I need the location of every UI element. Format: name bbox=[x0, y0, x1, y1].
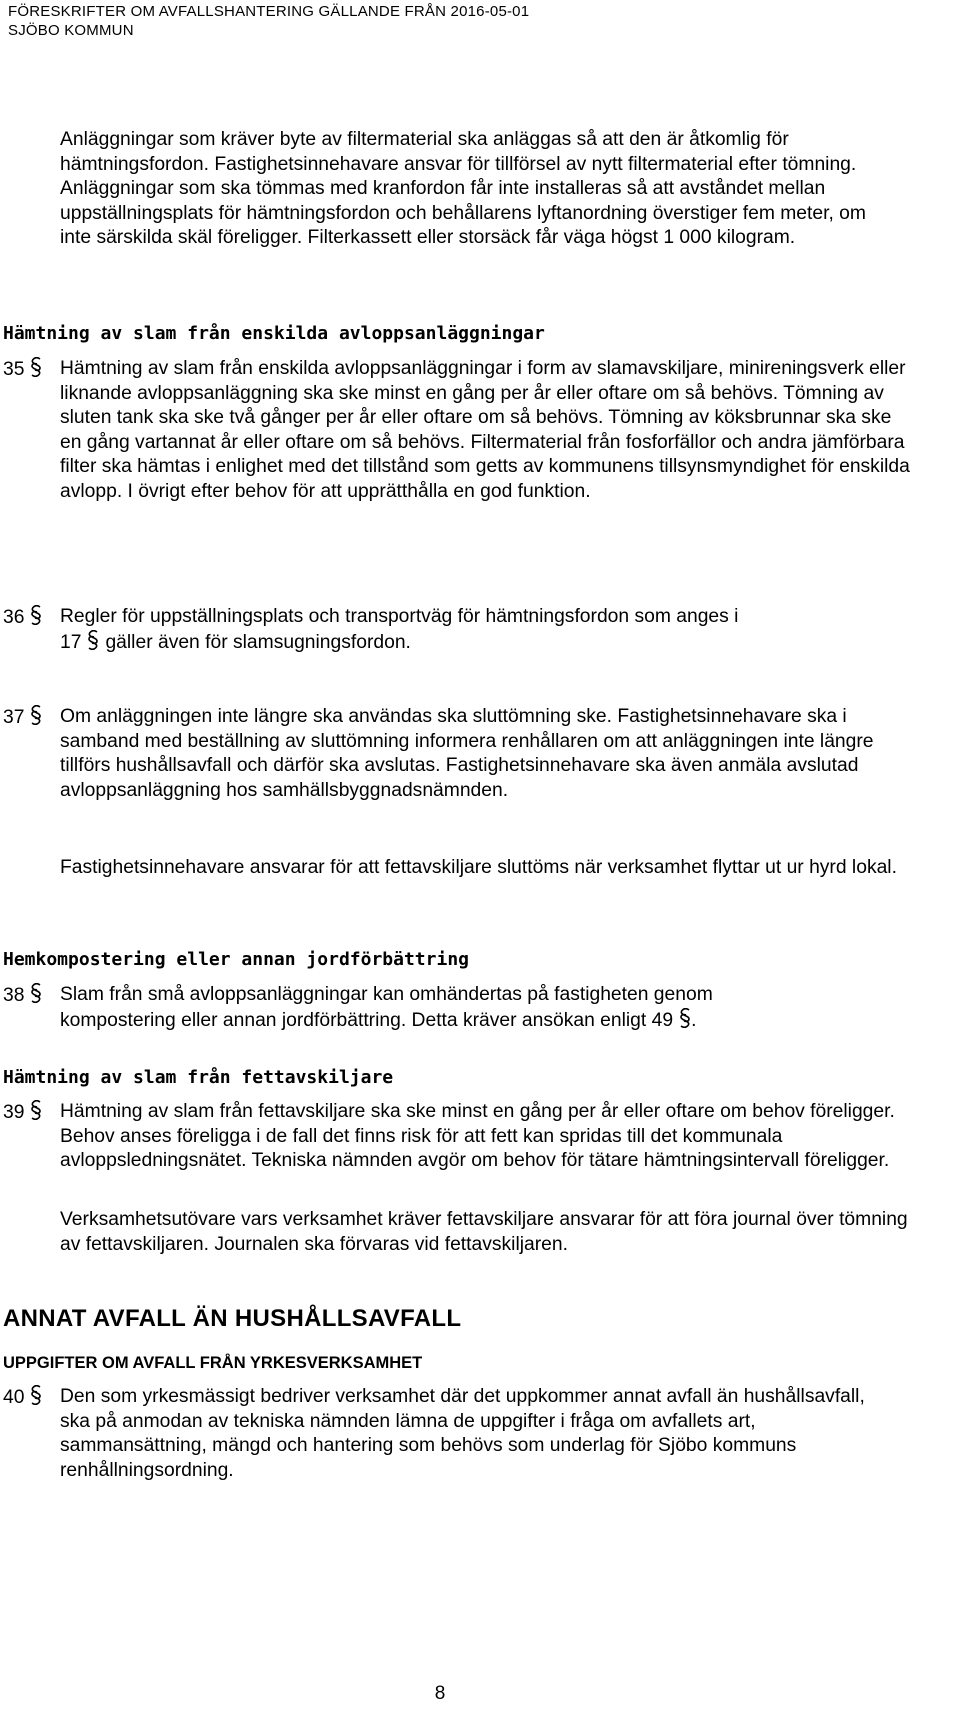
section-sign-icon bbox=[679, 1008, 691, 1036]
section-40-text: Den som yrkesmässigt bedriver verksamhet där det uppkommer annat avfall än hushållsavfall, ska på anmodan av tekniska nämnden lämna de uppgifter i fråga om avfallets art, sammansättning, mängd och hantering som behövs som underlag för Sjöbo kommuns renhållningsordning. bbox=[60, 1386, 865, 1481]
section-36-number bbox=[3, 605, 42, 633]
section-35-number bbox=[3, 357, 42, 385]
subheading-uppgifter: UPPGIFTER OM AVFALL FRÅN YRKESVERKSAMHET bbox=[3, 1354, 423, 1372]
section-sign-icon bbox=[30, 705, 42, 733]
section-heading-fettavskiljare: Hämtning av slam från fettavskiljare bbox=[3, 1067, 394, 1088]
section-38-line1: Slam från små avloppsanläggningar kan omhändertas på fastigheten genom bbox=[60, 984, 713, 1005]
running-header bbox=[8, 2, 529, 40]
section-40-number bbox=[3, 1385, 42, 1413]
section-38-text bbox=[60, 983, 950, 1035]
section-sign-icon bbox=[30, 605, 42, 633]
section-ref-number: 17 bbox=[60, 631, 82, 653]
section-number-label: 35 bbox=[3, 359, 25, 380]
section-36-text bbox=[60, 605, 950, 657]
section-sign-icon bbox=[87, 630, 99, 658]
section-heading-hemkompostering: Hemkompostering eller annan jordförbättring bbox=[3, 949, 469, 970]
section-number-label: 37 bbox=[3, 707, 25, 728]
section-sign-icon bbox=[30, 1385, 42, 1413]
section-38-line2-text: kompostering eller annan jordförbättring. Detta kräver ansökan enligt 49 bbox=[60, 1009, 674, 1031]
section-sign-icon bbox=[30, 983, 42, 1011]
section-number-label: 38 bbox=[3, 985, 25, 1006]
section-35-text: Hämtning av slam från enskilda avloppsanläggningar i form av slamavskiljare, minireningsverk eller liknande avloppsanläggning ska ske minst en gång per år eller oftare om så behövs. Tömning av sluten tank ska ske två gånger per år eller oftare om så behövs. Tömning av köksbrunnar ska ske en gång vartannat år eller oftare om så behövs. Filtermaterial från fosforfällor och andra jämförbara filter ska hämtas i enlighet med det tillstånd som getts av kommunens tillsynsmyndighet för enskilda avlopp. I övrigt efter behov för att upprätthålla en god funktion. bbox=[60, 358, 910, 502]
page-number: 8 bbox=[434, 1683, 446, 1704]
section-36-line2 bbox=[60, 630, 950, 658]
section-36-line1: Regler för uppställningsplats och transportväg för hämtningsfordon som anges i bbox=[60, 606, 739, 627]
section-number-label: 36 bbox=[3, 607, 25, 628]
section-sign-icon bbox=[30, 357, 42, 385]
section-38-line2-end: . bbox=[691, 1009, 697, 1031]
section-37-number bbox=[3, 705, 42, 733]
section-number-label: 39 bbox=[3, 1102, 25, 1123]
section-sign-icon bbox=[30, 1100, 42, 1128]
header-municipality: SJÖBO KOMMUN bbox=[8, 22, 134, 39]
section-38-line2 bbox=[60, 1008, 950, 1036]
section-37-text: Om anläggningen inte längre ska användas ska sluttömning ske. Fastighetsinnehavare ska i samband med beställning av sluttömning informera renhållaren om att anläggningen inte längre tillförs hushållsavfall och därför ska avslutas. Fastighetsinnehavare ska även anmäla avslutad avloppsanläggning hos samhällsbyggnadsnämnden. bbox=[60, 706, 874, 801]
section-38-number bbox=[3, 983, 42, 1011]
header-title: FÖRESKRIFTER OM AVFALLSHANTERING GÄLLANDE FRÅN 2016-05-01 bbox=[8, 3, 530, 20]
section-39-number bbox=[3, 1100, 42, 1128]
section-39-text-2: Verksamhetsutövare vars verksamhet kräver fettavskiljare ansvarar för att föra journal över tömning av fettavskiljaren. Journalen ska förvaras vid fettavskiljaren. bbox=[60, 1209, 908, 1255]
section-37-text-2: Fastighetsinnehavare ansvarar för att fettavskiljare sluttöms när verksamhet flyttar ut ur hyrd lokal. bbox=[60, 857, 897, 878]
intro-paragraph: Anläggningar som kräver byte av filtermaterial ska anläggas så att den är åtkomlig för hämtningsfordon. Fastighetsinnehavare ansvar för tillförsel av nytt filtermaterial efter tömning. Anläggningar som ska tömmas med kranfordon får inte installeras så att avståndet mellan uppställningsplats för hämtningsfordon och behållarens lyftanordning överstiger fem meter, om inte särskilda skäl föreligger. Filterkassett eller storsäck får väga högst 1 000 kilogram. bbox=[60, 129, 866, 248]
section-heading-slam-enskilda: Hämtning av slam från enskilda avloppsanläggningar bbox=[3, 323, 545, 344]
section-number-label: 40 bbox=[3, 1387, 25, 1408]
section-39-text: Hämtning av slam från fettavskiljare ska ske minst en gång per år eller oftare om behov föreligger. Behov anses föreligga i de fall det finns risk för att fett kan spridas till det kommunala avloppsledningsnätet. Tekniska nämnden avgör om behov för tätare hämtningsintervall föreligger. bbox=[60, 1101, 895, 1171]
chapter-heading-annat-avfall: ANNAT AVFALL ÄN HUSHÅLLSAVFALL bbox=[3, 1305, 462, 1332]
section-36-line2-text: gäller även för slamsugningsfordon. bbox=[105, 631, 411, 653]
